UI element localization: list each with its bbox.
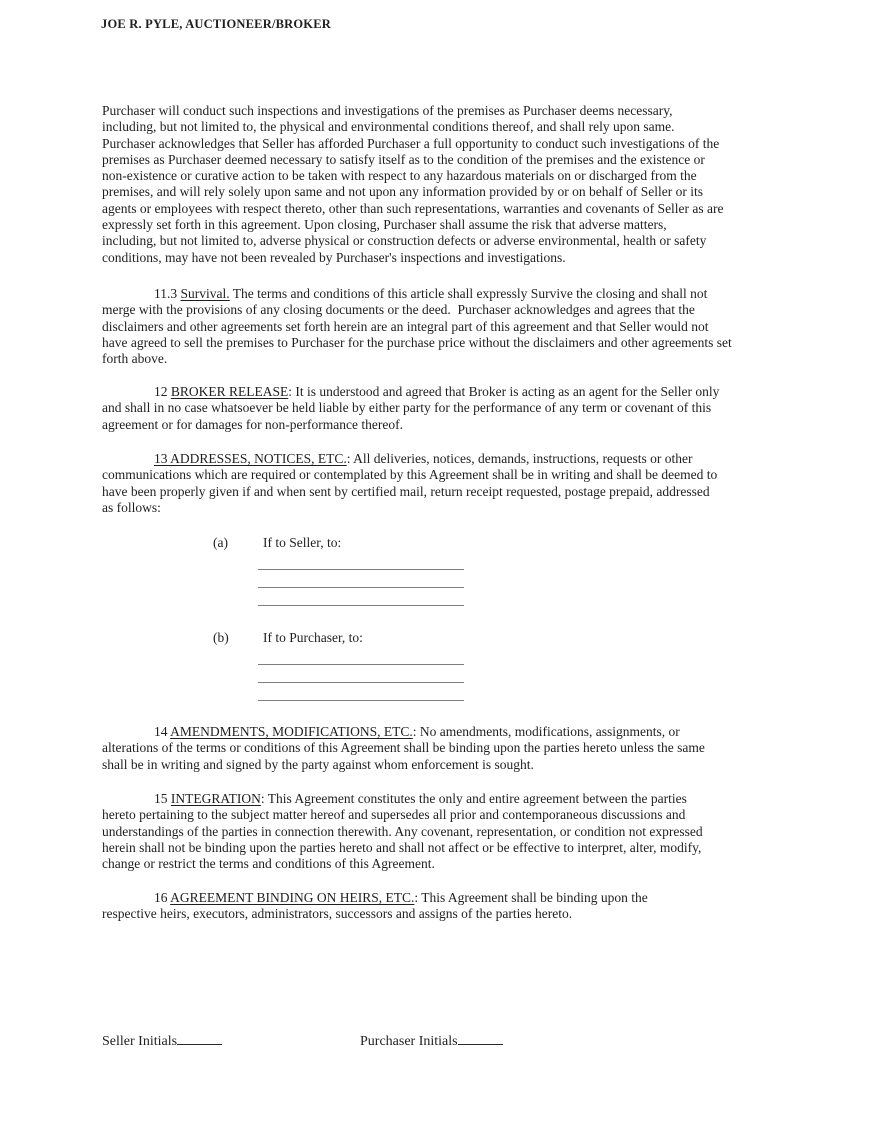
document-text-line: merge with the provisions of any closing documents or the deed. Purchaser acknowledges and agrees that the [102,302,695,318]
address-block-seller [102,535,787,623]
address-label: (b) [213,630,229,645]
section-12-broker-release [102,384,787,433]
address-fill-in-line[interactable] [258,682,464,683]
document-text-line: communications which are required or contemplated by this Agreement shall be in writing and shall be deemed to [102,467,718,483]
purchaser-initials-label: Purchaser Initials [360,1034,458,1049]
address-line-label: If to Seller, to: [263,535,342,550]
document-text-line: change or restrict the terms and conditions of this Agreement. [102,856,435,872]
document-text-line: alterations of the terms or conditions of this Agreement shall be binding upon the parties hereto unless the same [102,740,705,756]
purchaser-initials-blank[interactable] [458,1029,503,1045]
document-text-line: including, but not limited to, the physical and environmental conditions thereof, and shall rely upon same. [102,119,675,135]
document-text-line: 12 BROKER RELEASE: It is understood and agreed that Broker is acting as an agent for the Seller only [154,384,720,399]
initials-footer [0,1029,877,1053]
document-text-line: shall be in writing and signed by the party against whom enforcement is sought. [102,756,534,772]
document-text-line: 15 INTEGRATION: This Agreement constitutes the only and entire agreement between the parties [154,791,687,806]
section-16-binding-on-heirs [102,890,787,923]
section-heading: BROKER RELEASE [170,384,289,399]
address-label: (a) [213,535,228,550]
document-text-line: have agreed to sell the premises to Purchaser for the purchase price without the disclaimers and other agreements set [102,334,732,350]
broker-header: JOE R. PYLE, AUCTIONEER/BROKER [101,17,331,31]
document-text-line: herein shall not be binding upon the parties hereto and shall not affect or be effective to interpret, alter, modify, [102,839,702,855]
address-fill-in-line[interactable] [258,605,464,606]
document-text-line: disclaimers and other agreements set forth herein are an integral part of this agreement and that Seller would not [102,318,709,334]
section-15-integration [102,791,787,872]
seller-initials-label: Seller Initials [102,1034,178,1049]
document-text-line: hereto pertaining to the subject matter hereof and supersedes all prior and contemporaneous discussions and [102,807,686,823]
document-text-line: agreement or for damages for non-performance thereof. [102,416,403,432]
address-fill-in-line[interactable] [258,664,464,665]
document-text-line: respective heirs, executors, administrators, successors and assigns of the parties hereto. [102,906,573,922]
document-text-line: 14 AMENDMENTS, MODIFICATIONS, ETC.: No amendments, modifications, assignments, or [154,724,680,739]
paragraph-inspections [102,103,787,266]
section-heading: AMENDMENTS, MODIFICATIONS, ETC. [170,724,413,739]
section-heading: Survival. [180,286,230,301]
document-text-line: non-existence or curative action to be taken with respect to any hazardous materials on or discharged from the [102,168,697,184]
section-heading: 13 ADDRESSES, NOTICES, ETC. [154,451,347,466]
document-text-line: forth above. [102,351,168,367]
section-13-addresses-notices [102,451,787,516]
document-text-line: have been properly given if and when sent by certified mail, return receipt requested, postage prepaid, addressed [102,483,710,499]
section-heading: AGREEMENT BINDING ON HEIRS, ETC. [170,890,415,905]
document-text-line: Purchaser will conduct such inspections and investigations of the premises as Purchaser deems necessary, [102,103,673,118]
document-text-line: premises, and will rely solely upon same and not upon any information provided by or on behalf of Seller or its [102,184,704,200]
address-fill-in-line[interactable] [258,587,464,588]
address-fill-in-line[interactable] [258,700,464,701]
document-text-line: 16 AGREEMENT BINDING ON HEIRS, ETC.: This Agreement shall be binding upon the [154,890,648,905]
seller-initials-blank[interactable] [177,1029,222,1045]
document-text-line: understandings of the parties in connection therewith. Any covenant, representation, or condition not expressed [102,823,703,839]
document-text-line: conditions, may have not been revealed by Purchaser's inspections and investigations. [102,249,566,265]
document-text-line: 13 ADDRESSES, NOTICES, ETC.: All deliveries, notices, demands, instructions, requests or other [154,451,693,466]
document-text-line: premises as Purchaser deemed necessary to satisfy itself as to the condition of the premises and the existence or [102,151,705,167]
document-text-line: agents or employees with respect thereto, other than such representations, warranties and covenants of Seller as are [102,200,724,216]
document-text-line: including, but not limited to, adverse physical or construction defects or adverse environmental, health or safety [102,233,707,249]
seller-initials [102,1029,222,1050]
address-block-purchaser [102,630,787,718]
section-14-amendments [102,724,787,773]
section-11-3-survival [102,286,787,367]
document-text-line: Purchaser acknowledges that Seller has afforded Purchaser a full opportunity to conduct such investigations of the [102,135,720,151]
document-text-line: expressly set forth in this agreement. Upon closing, Purchaser shall assume the risk that adverse matters, [102,217,667,233]
document-text-line: and shall in no case whatsoever be held liable by either party for the performance of any term or covenant of this [102,400,712,416]
document-text-line: as follows: [102,499,161,515]
document-text-line: 11.3 Survival. The terms and conditions of this article shall expressly Survive the closing and shall not [154,286,708,301]
purchaser-initials [360,1029,503,1050]
section-heading: INTEGRATION [170,791,261,806]
address-line-label: If to Purchaser, to: [263,630,363,645]
address-fill-in-line[interactable] [258,569,464,570]
